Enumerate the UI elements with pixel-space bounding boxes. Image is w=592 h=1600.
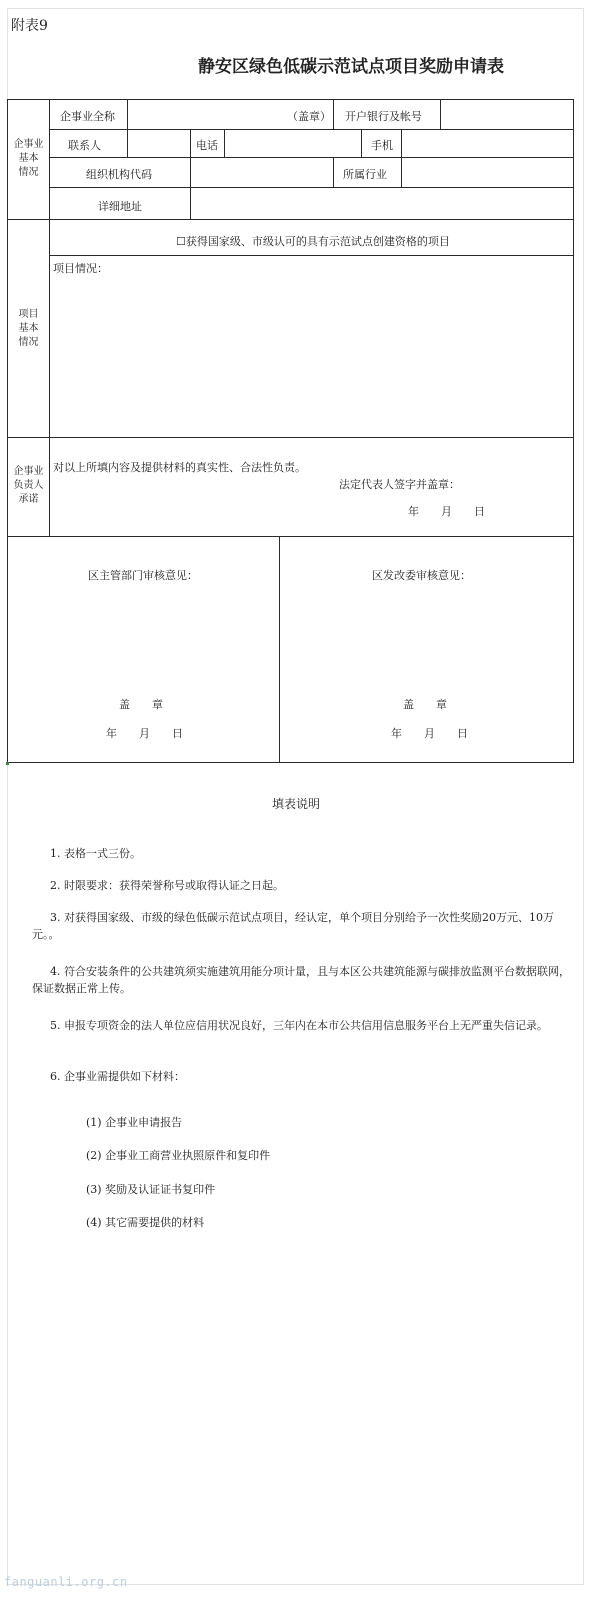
legal-rep-signature-label: 法定代表人签字并盖章： xyxy=(339,478,460,491)
industry-field[interactable] xyxy=(402,158,573,187)
contact-field[interactable] xyxy=(128,130,190,157)
commitment-date: 年 月 日 xyxy=(408,505,485,518)
cell-marker xyxy=(6,762,9,765)
mobile-field[interactable] xyxy=(402,130,573,157)
note-item: 1. 表格一式三份。 xyxy=(50,847,141,860)
note-item: 3. 对获得国家级、市级的绿色低碳示范试点项目，经认定，单个项目分别给予一次性奖励20万元、10万元。。 xyxy=(32,911,554,941)
industry-label: 所属行业 xyxy=(343,168,387,181)
district-dept-review-title: 区主管部门审核意见： xyxy=(88,569,198,582)
district-dept-opinion-field[interactable] xyxy=(8,590,278,690)
mobile-label: 手机 xyxy=(371,139,393,152)
org-code-field[interactable] xyxy=(191,158,333,187)
commitment-statement: 对以上所填内容及提供材料的真实性、合法性负责。 xyxy=(53,461,306,474)
commitment-side-label: 企事业 负责人 承诺 xyxy=(13,466,44,505)
district-dept-seal: 盖 章 xyxy=(119,698,163,711)
note-item: 2. 时限要求：获得荣誉称号或取得认证之日起。 xyxy=(50,879,284,892)
material-item: (1) 企事业申请报告 xyxy=(86,1116,183,1129)
qualification-checkbox[interactable]: ☐获得国家级、市级认可的具有示范试点创建资格的项目 xyxy=(176,235,450,248)
address-label: 详细地址 xyxy=(98,200,142,213)
note-item: 4. 符合安装条件的公共建筑须实施建筑用能分项计量，且与本区公共建筑能源与碳排放监测平台数据联网，保证数据正常上传。 xyxy=(32,965,570,995)
form-title: 静安区绿色低碳示范试点项目奖励申请表 xyxy=(198,57,504,77)
material-item: (3) 奖励及认证证书复印件 xyxy=(86,1183,216,1196)
district-dept-date: 年 月 日 xyxy=(106,727,183,740)
site-watermark: fanguanli.org.cn xyxy=(4,1575,128,1589)
ndrc-review-title: 区发改委审核意见： xyxy=(372,569,471,582)
phone-field[interactable] xyxy=(225,130,361,157)
note-item: 5. 申报专项资金的法人单位应信用状况良好，三年内在本市公共信用信息服务平台上无严重失信记录。 xyxy=(50,1019,548,1032)
seal-note: （盖章） xyxy=(287,110,331,123)
address-field[interactable] xyxy=(191,188,573,219)
note-item: 6. 企事业需提供如下材料： xyxy=(50,1070,185,1083)
attachment-label: 附表9 xyxy=(11,18,48,34)
org-code-label: 组织机构代码 xyxy=(86,168,152,181)
company-name-label: 企事业全称 xyxy=(60,110,115,123)
project-info-side-label: 项目 基本 情况 xyxy=(18,309,39,348)
material-item: (2) 企事业工商营业执照原件和复印件 xyxy=(86,1149,271,1162)
project-info-field[interactable] xyxy=(50,274,573,436)
material-item: (4) 其它需要提供的材料 xyxy=(86,1216,205,1229)
phone-label: 电话 xyxy=(196,139,218,152)
contact-label: 联系人 xyxy=(68,139,101,152)
bank-account-label: 开户银行及帐号 xyxy=(345,110,422,123)
project-info-label: 项目情况： xyxy=(53,262,108,275)
ndrc-seal: 盖 章 xyxy=(403,698,447,711)
ndrc-date: 年 月 日 xyxy=(391,727,468,740)
basic-info-side-label: 企事业 基本 情况 xyxy=(13,139,44,178)
ndrc-opinion-field[interactable] xyxy=(281,590,572,690)
notes-title: 填表说明 xyxy=(271,797,320,811)
bank-account-field[interactable] xyxy=(441,100,573,129)
